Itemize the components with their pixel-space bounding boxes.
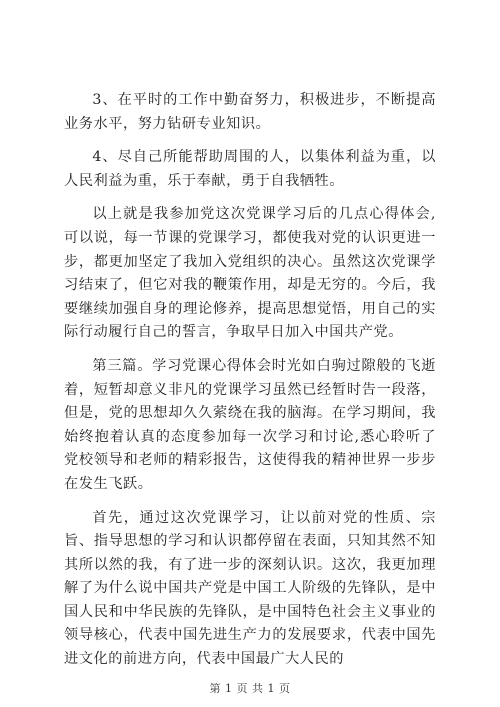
paragraph-item-4: 4、尽自己所能帮助周围的人，以集体利益为重，以人民利益为重，乐于奉献，勇于自我牺牲。 [64,149,436,189]
paragraph-first-point: 首先，通过这次党课学习，让以前对党的性质、宗旨、指导思想的学习和认识都停留在表面，只知其然不知其所以然的我，有了进一步的深刻认识。这次，我更加理解了为什么说中国共产党是中国工人阶级的先锋队，是中国人民和中华民族的先锋队，是中国特色社会主义事业的领导核心，代表中国先进生产力的发展要求，代表中国先进文化的前进方向，代表中国最广大人民的 [64,509,436,668]
page-number-footer: 第 1 页 共 1 页 [209,682,291,695]
paragraph-item-3: 3、在平时的工作中勤奋努力，积极进步，不断提高业务水平，努力钻研专业知识。 [64,92,436,132]
paragraph-summary: 以上就是我参加党这次党课学习后的几点心得体会,可以说，每一节课的党课学习，都使我对党的认识更进一步，都更加坚定了我加入党组织的决心。虽然这次党课学习结束了，但它对我的鞭策作用，却是无穷的。今后，我要继续加强自身的理论修养，提高思想觉悟，用自己的实际行动履行自己的誓言，争取早日加入中国共产党。 [64,206,436,341]
paragraph-third-essay: 第三篇。学习党课心得体会时光如白驹过隙般的飞逝着，短暂却意义非凡的党课学习虽然已经暂时告一段落，但是，党的思想却久久萦绕在我的脑海。在学习期间，我始终抱着认真的态度参加每一次学习和讨论,悉心聆听了党校领导和老师的精彩报告，这使得我的精神世界一步步在发生飞跃。 [64,357,436,492]
document-body [64,89,436,682]
